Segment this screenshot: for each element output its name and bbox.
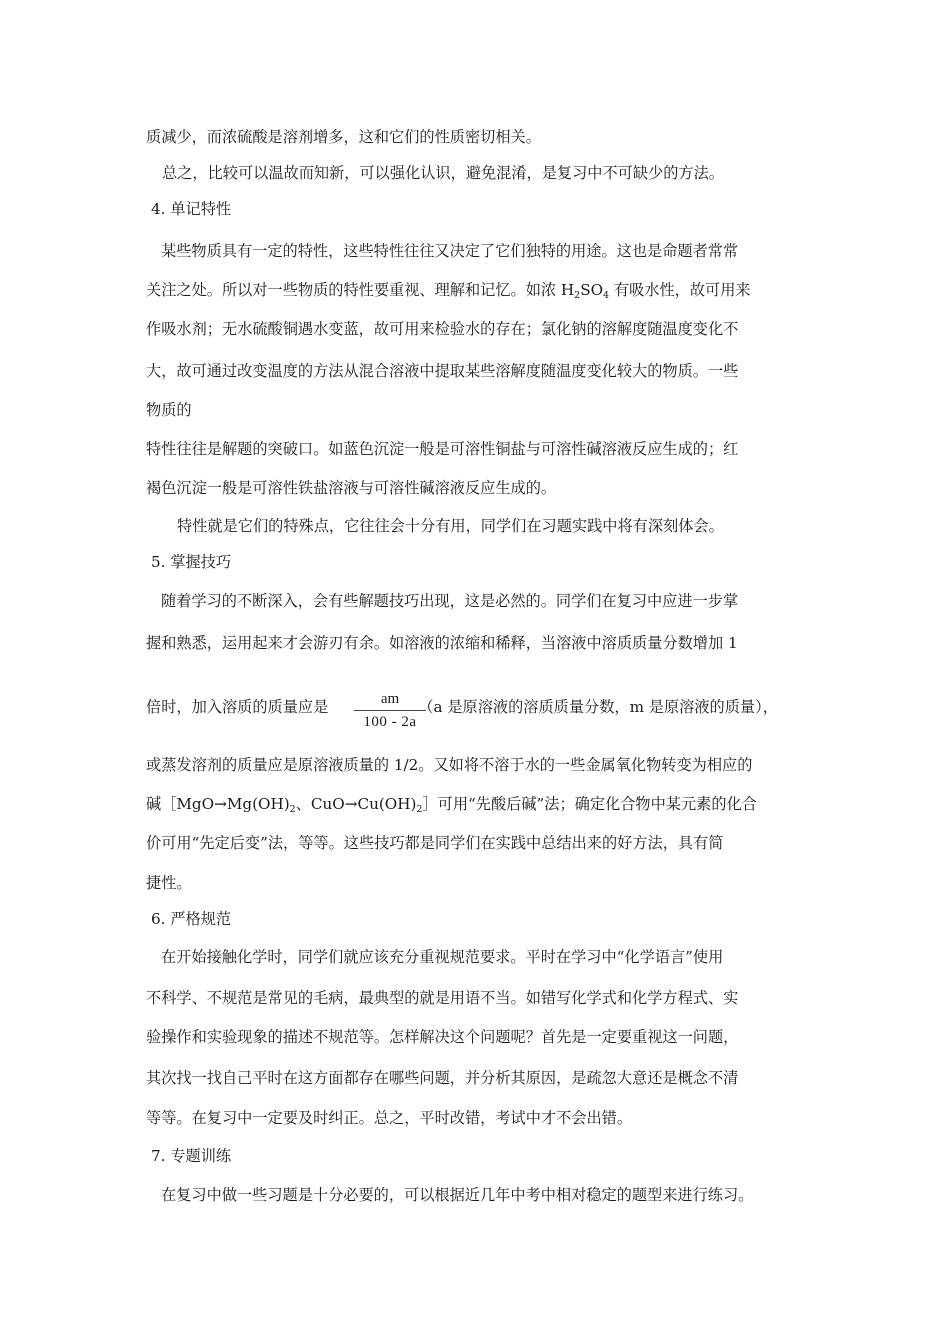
section-heading: 4. 单记特性	[151, 200, 232, 218]
text-segment: 碱［MgO→Mg(OH)	[146, 795, 290, 813]
subscript: 2	[416, 804, 423, 815]
fraction	[350, 690, 430, 732]
paragraph-line: 作吸水剂；无水硫酸铜遇水变蓝，故可用来检验水的存在；氯化钠的溶解度随温度变化不	[146, 320, 739, 338]
paragraph-line	[146, 280, 751, 306]
paragraph-line: 褐色沉淀一般是可溶性铁盐溶液与可溶性碱溶液反应生成的。	[146, 479, 557, 497]
paragraph-line: 特性往往是解题的突破口。如蓝色沉淀一般是可溶性铜盐与可溶性碱溶液反应生成的；红	[146, 440, 739, 458]
paragraph-line: 特性就是它们的特殊点，它往往会十分有用，同学们在习题实践中将有深刻体会。	[177, 517, 724, 535]
fraction-bar	[354, 710, 426, 711]
paragraph-line: 大，故可通过改变温度的方法从混合溶液中提取某些溶解度随温度变化较大的物质。一些	[146, 362, 739, 380]
fraction-denominator: 100 - 2a	[363, 714, 417, 730]
paragraph-line: 捷性。	[146, 874, 192, 892]
paragraph-line: 价可用“先定后变”法，等等。这些技巧都是同学们在实践中总结出来的好方法，具有简	[146, 834, 724, 852]
text-segment: 倍时，加入溶质的质量应是	[146, 698, 329, 716]
paragraph-line: 等等。在复习中一定要及时纠正。总之，平时改错，考试中才不会出错。	[146, 1109, 632, 1127]
paragraph-line: 验操作和实验现象的描述不规范等。怎样解决这个问题呢？首先是一定要重视这一问题，	[146, 1028, 739, 1046]
formula-line	[146, 697, 778, 717]
fraction-numerator: am	[380, 691, 400, 707]
paragraph-line: 握和熟悉，运用起来才会游刃有余。如溶液的浓缩和稀释，当溶液中溶质质量分数增加 1	[146, 634, 738, 652]
paragraph-line: 总之，比较可以温故而知新，可以强化认识，避免混淆，是复习中不可缺少的方法。	[162, 164, 724, 182]
text-segment: SO	[580, 281, 604, 299]
text-segment: 有吸水性，故可用来	[609, 281, 751, 299]
paragraph-line: 或蒸发溶剂的质量应是原溶液质量的 1/2。又如将不溶于水的一些金属氧化物转变为相应的	[146, 756, 753, 774]
text-segment: （a 是原溶液的溶质质量分数，m 是原溶液的质量），	[418, 698, 778, 716]
subscript: 2	[574, 290, 581, 301]
paragraph-line: 不科学、不规范是常见的毛病，最典型的就是用语不当。如错写化学式和化学方程式、实	[146, 989, 739, 1007]
paragraph-line: 质减少，而浓硫酸是溶剂增多，这和它们的性质密切相关。	[146, 128, 541, 146]
paragraph-line: 随着学习的不断深入，会有些解题技巧出现，这是必然的。同学们在复习中应进一步掌	[161, 592, 739, 610]
text-segment: 关注之处。所以对一些物质的特性要重视、理解和记忆。如浓 H	[146, 281, 575, 299]
section-heading: 7. 专题训练	[151, 1147, 232, 1165]
section-heading: 6. 严格规范	[151, 910, 232, 928]
paragraph-line: 在复习中做一些习题是十分必要的，可以根据近几年中考中相对稳定的题型来进行练习。	[161, 1186, 754, 1204]
paragraph-line: 某些物质具有一定的特性，这些特性往往又决定了它们独特的用途。这也是命题者常常	[161, 242, 739, 260]
paragraph-line: 在开始接触化学时，同学们就应该充分重视规范要求。平时在学习中“化学语言”使用	[161, 948, 724, 966]
paragraph-line: 物质的	[146, 401, 192, 419]
paragraph-line	[146, 794, 757, 820]
text-segment: ］可用“先酸后碱”法；确定化合物中某元素的化合	[422, 795, 757, 813]
subscript: 2	[289, 804, 296, 815]
text-segment: 、CuO→Cu(OH)	[295, 795, 417, 813]
paragraph-line: 其次找一找自己平时在这方面都存在哪些问题，并分析其原因，是疏忽大意还是概念不清	[146, 1069, 739, 1087]
section-heading: 5. 掌握技巧	[151, 553, 232, 571]
subscript: 4	[603, 290, 610, 301]
